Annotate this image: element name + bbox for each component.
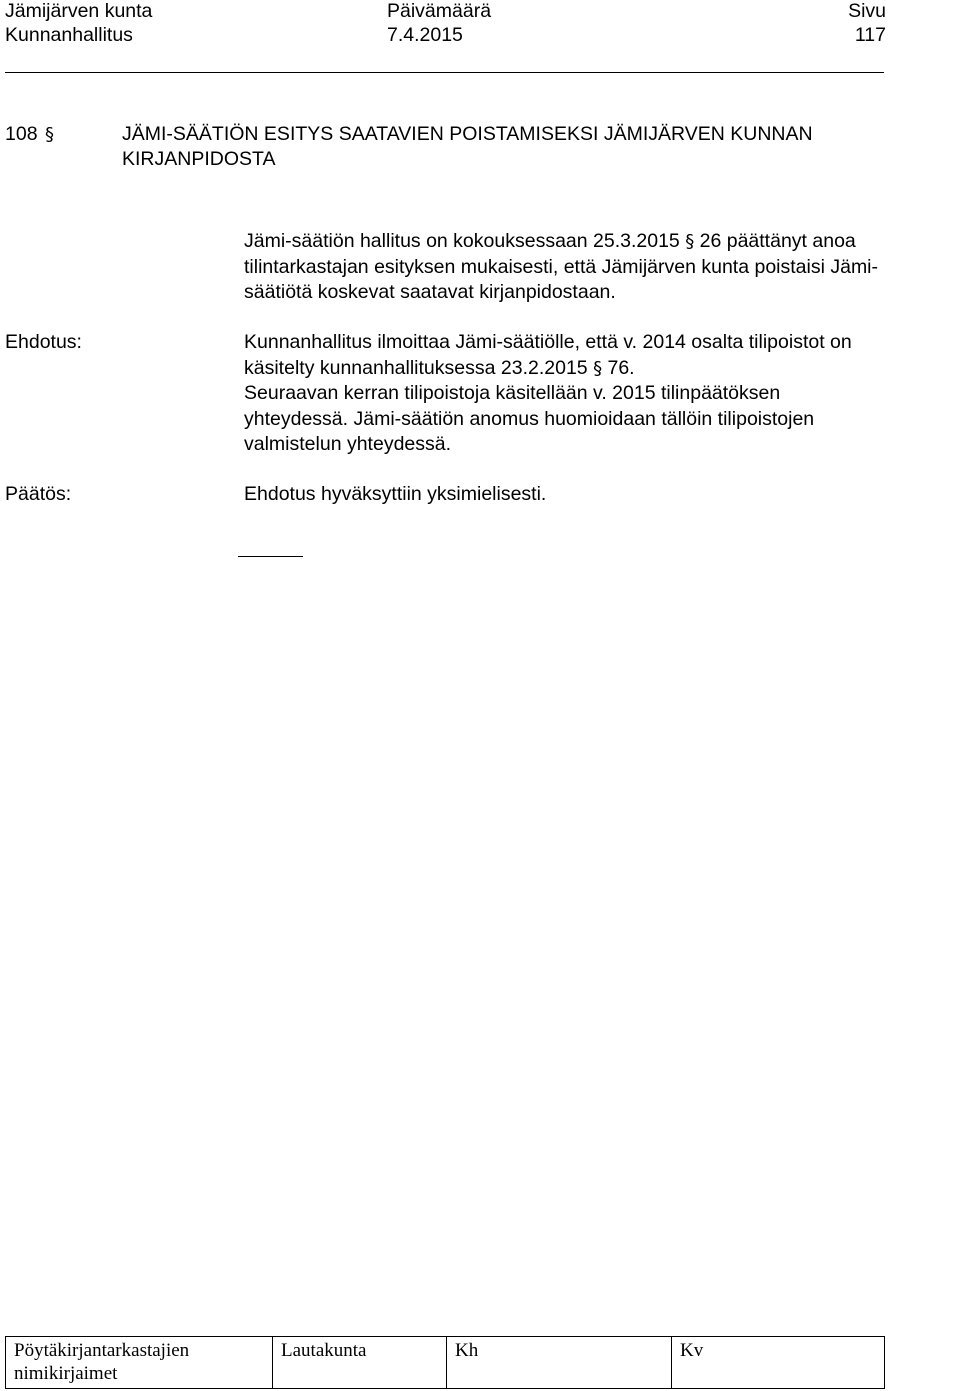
proposal-line-2-end: 76. [607, 356, 635, 379]
item-number: 108 [5, 123, 38, 145]
signature-cell-kh [447, 1337, 672, 1389]
background-paragraph [244, 229, 944, 306]
item-title-line-1: JÄMI-SÄÄTIÖN ESITYS SAATAVIEN POISTAMISEKSI JÄMIJÄRVEN KUNNAN [122, 123, 813, 145]
board-label: Lautakunta [281, 1340, 367, 1361]
section-sign-icon: § [593, 357, 603, 379]
proposal-line-4: yhteydessä. Jämi-säätiön anomus huomioidaan tällöin tilipoistojen [244, 407, 815, 430]
decision-text: Ehdotus hyväksyttiin yksimielisesti. [244, 483, 547, 505]
header-rule [5, 72, 884, 73]
proposal-label: Ehdotus: [5, 331, 82, 353]
date-label: Päivämäärä [387, 0, 492, 22]
page-label: Sivu [848, 0, 886, 22]
item-title-line-2: KIRJANPIDOSTA [122, 148, 276, 170]
kh-label: Kh [455, 1340, 479, 1361]
page-number: 117 [854, 24, 886, 46]
signature-cell-reviewers [6, 1337, 273, 1389]
background-line-1 [244, 229, 944, 255]
background-line-2: tilintarkastajan esityksen mukaisesti, että Jämijärven kunta poistaisi Jämi- [244, 255, 879, 278]
background-line-1-start: Jämi-säätiön hallitus on kokouksessaan 25.3.2015 [244, 230, 680, 252]
signature-table [5, 1336, 885, 1389]
background-line-3: säätiötä koskevat saatavat kirjanpidostaan. [244, 281, 616, 303]
body-name: Kunnanhallitus [5, 24, 133, 46]
meeting-date: 7.4.2015 [387, 24, 463, 46]
reviewers-label-line-2: nimikirjaimet [14, 1363, 118, 1384]
section-sign-icon: § [45, 124, 54, 145]
background-line-1-end: 26 päättänyt anoa [699, 230, 856, 252]
proposal-line-2 [244, 356, 944, 382]
end-of-item-rule [238, 556, 303, 557]
reviewers-label-line-1: Pöytäkirjantarkastajien [14, 1340, 190, 1361]
proposal-line-3: Seuraavan kerran tilipoistoja käsitellään v. 2015 tilinpäätöksen [244, 382, 781, 404]
proposal-line-2-start: käsitelty kunnanhallituksessa 23.2.2015 [244, 356, 588, 379]
proposal-line-1: Kunnanhallitus ilmoittaa Jämi-säätiölle, että v. 2014 osalta tilipoistot on [244, 331, 852, 353]
decision-label: Päätös: [5, 483, 72, 505]
signature-cell-board [273, 1337, 447, 1389]
signature-row [6, 1337, 885, 1389]
signature-cell-kv [672, 1337, 885, 1389]
kv-label: Kv [680, 1340, 704, 1361]
section-sign-icon: § [685, 231, 695, 252]
proposal-line-5: valmistelun yhteydessä. [244, 433, 452, 455]
proposal-paragraph [244, 330, 944, 458]
organization-name: Jämijärven kunta [5, 0, 153, 22]
